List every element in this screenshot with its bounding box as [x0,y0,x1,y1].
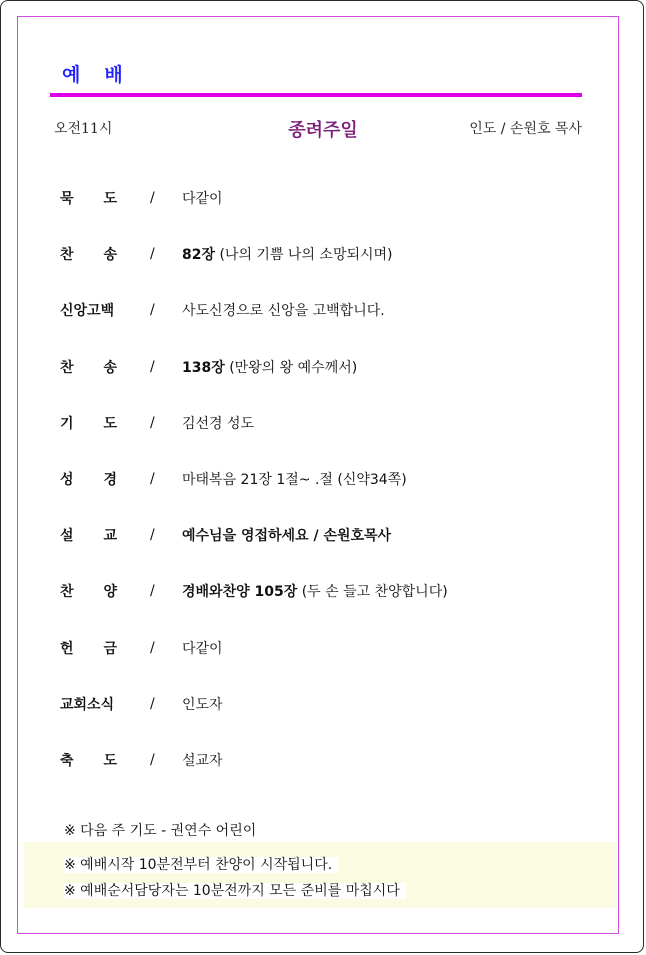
order-item [60,187,223,209]
order-item-value-text: (만왕의 왕 예수께서) [224,360,358,376]
order-item-value [182,525,391,545]
order-item-value [182,694,223,714]
notice-text-2: ※ 예배순서담당자는 10분전까지 모든 준비를 마칩시다 [64,883,406,899]
order-item-value-text: 사도신경으로 신앙을 고백합니다. [182,303,385,319]
order-item-value-text: 마태복음 21장 1절~ .절 (신약34쪽) [182,472,407,488]
order-item-separator: / [150,696,155,712]
order-item-label: 교회소식 [60,697,115,713]
order-item-label: 축도 [60,753,148,769]
order-item-value-bold: 경배와찬양 105장 [182,584,298,600]
service-name: 종려주일 [288,120,358,141]
order-item-separator: / [150,527,155,543]
order-item-value [182,469,407,489]
order-item-label: 성경 [60,472,148,488]
service-time: 오전11시 [54,121,113,137]
notice-line-2 [64,880,406,900]
order-item-value-text: 김선경 성도 [182,416,255,432]
order-item [60,693,223,715]
order-item-value-bold: 82장 [182,247,216,263]
order-item-label: 신앙고백 [60,303,115,319]
order-item [60,243,393,265]
order-item-value-text: 설교자 [182,753,223,769]
order-item [60,637,223,659]
order-item [60,356,357,378]
order-item-value [182,413,254,433]
order-item-value [182,581,448,601]
order-item-value-text: 다같이 [182,191,223,207]
order-item-value [182,300,385,320]
order-item-label: 설교 [60,528,148,544]
order-item [60,412,254,434]
order-item-value-bold: 예수님을 영접하세요 / 손원호목사 [182,528,392,544]
order-item-separator: / [150,190,155,206]
order-item-value [182,357,357,377]
order-item-label: 묵도 [60,191,148,207]
order-item [60,299,385,321]
order-item-value-text: (나의 기쁨 나의 소망되시며) [215,247,393,263]
order-item-separator: / [150,471,155,487]
order-item-value-text: (두 손 들고 찬양합니다) [297,584,448,600]
order-item [60,468,407,490]
order-item-label: 찬송 [60,247,148,263]
order-item-value [182,750,223,770]
order-item-label: 기도 [60,416,148,432]
order-item-value-bold: 138장 [182,360,225,376]
order-item-value [182,638,223,658]
order-item [60,524,391,546]
next-week-prayer-note: ※ 다음 주 기도 - 권연수 어린이 [64,823,257,839]
order-item-separator: / [150,583,155,599]
order-item-separator: / [150,302,155,318]
order-item-separator: / [150,359,155,375]
order-item-value-text: 인도자 [182,697,223,713]
notice-line-1 [64,854,338,874]
section-title: 예배 [62,64,147,86]
service-leader: 인도 / 손원호 목사 [469,121,582,137]
order-item-separator: / [150,640,155,656]
order-item-separator: / [150,415,155,431]
order-item [60,749,223,771]
order-item-label: 찬송 [60,360,148,376]
order-item-label: 찬양 [60,584,148,600]
order-item-separator: / [150,752,155,768]
order-item-value [182,244,393,264]
order-item-value-text: 다같이 [182,641,223,657]
notice-text-1: ※ 예배시작 10분전부터 찬양이 시작됩니다. [64,857,338,873]
order-item-label: 헌금 [60,641,148,657]
order-item [60,580,448,602]
title-divider [50,93,582,97]
order-item-value [182,188,223,208]
order-item-separator: / [150,246,155,262]
